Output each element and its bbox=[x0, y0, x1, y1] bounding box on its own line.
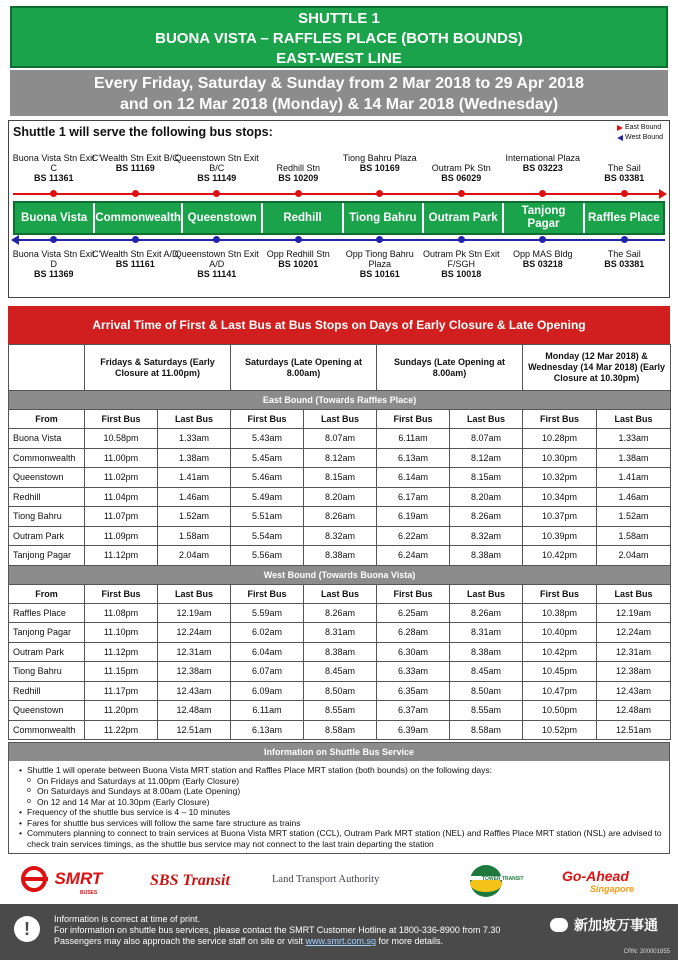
west-arrow-icon bbox=[617, 135, 623, 141]
column-header: Last Bus bbox=[304, 410, 377, 429]
time-cell: 11.08pm bbox=[85, 603, 158, 623]
time-cell: 8.07am bbox=[450, 429, 523, 449]
corner-cell bbox=[9, 345, 85, 391]
time-cell: 5.43am bbox=[231, 429, 304, 449]
east-stop-marker bbox=[132, 190, 139, 197]
time-cell: 8.20am bbox=[450, 487, 523, 507]
east-stop-code: BS 11361 bbox=[33, 173, 74, 183]
stop-name-cell: Commonwealth bbox=[9, 448, 85, 468]
stop-name-cell: Tiong Bahru bbox=[9, 662, 85, 682]
west-stop-3 bbox=[253, 249, 343, 269]
east-stop-marker bbox=[213, 190, 220, 197]
time-cell: 10.58pm bbox=[85, 429, 158, 449]
time-cell: 2.04am bbox=[158, 546, 231, 566]
column-header: From bbox=[9, 410, 85, 429]
stop-name-cell: Buona Vista bbox=[9, 429, 85, 449]
stop-name-cell: Tanjong Pagar bbox=[9, 623, 85, 643]
footer-text bbox=[54, 914, 534, 947]
time-cell: 12.19am bbox=[597, 603, 671, 623]
west-stop-code: BS 10018 bbox=[441, 269, 482, 279]
east-stop-5 bbox=[416, 163, 506, 183]
time-cell: 8.26am bbox=[450, 507, 523, 527]
stop-name-cell: Raffles Place bbox=[9, 603, 85, 623]
time-cell: 5.51am bbox=[231, 507, 304, 527]
east-stop-code: BS 10209 bbox=[278, 173, 319, 183]
time-cell: 8.26am bbox=[450, 603, 523, 623]
column-header: Last Bus bbox=[304, 584, 377, 603]
time-cell: 10.37pm bbox=[523, 507, 597, 527]
east-stop-7 bbox=[579, 163, 669, 183]
title-line-2: BUONA VISTA – RAFFLES PLACE (BOTH BOUNDS) bbox=[155, 30, 523, 47]
column-header: Last Bus bbox=[597, 410, 671, 429]
time-cell: 8.45am bbox=[304, 662, 377, 682]
time-cell: 12.31am bbox=[158, 642, 231, 662]
time-cell: 10.30pm bbox=[523, 448, 597, 468]
smrt-website-link[interactable]: www.smrt.com.sg bbox=[305, 936, 376, 946]
west-bound-line bbox=[13, 239, 665, 241]
time-cell: 8.32am bbox=[450, 526, 523, 546]
west-stop-marker bbox=[213, 236, 220, 243]
table-row bbox=[9, 662, 671, 682]
alert-icon: ! bbox=[14, 916, 40, 942]
lta-logo: Land Transport Authority bbox=[272, 874, 380, 885]
time-cell: 1.38am bbox=[597, 448, 671, 468]
time-cell: 6.30am bbox=[377, 642, 450, 662]
time-cell: 8.55am bbox=[450, 701, 523, 721]
table-row bbox=[9, 642, 671, 662]
station-redhill: Redhill bbox=[263, 203, 343, 233]
sbs-transit-logo: SBS Transit bbox=[150, 872, 230, 889]
crn-number: CRN: 200001855 bbox=[623, 949, 670, 955]
east-stop-code: BS 11169 bbox=[115, 163, 155, 173]
footer-line-3: Passengers may also approach the service staff on site or visit www.smrt.com.sg for more details. bbox=[54, 936, 444, 946]
time-cell: 8.38am bbox=[450, 642, 523, 662]
column-header: First Bus bbox=[377, 410, 450, 429]
west-stop-code: BS 03381 bbox=[604, 259, 645, 269]
column-header: Last Bus bbox=[597, 584, 671, 603]
day-header-sun: Sundays (Late Opening at 8.00am) bbox=[377, 345, 523, 391]
table-row bbox=[9, 623, 671, 643]
table-row bbox=[9, 603, 671, 623]
stop-name-cell: Tanjong Pagar bbox=[9, 546, 85, 566]
time-cell: 11.02pm bbox=[85, 468, 158, 488]
column-header: First Bus bbox=[85, 410, 158, 429]
west-stop-name: Buona Vista Stn Exit D bbox=[12, 249, 95, 269]
title-banner bbox=[10, 6, 668, 68]
table-row bbox=[9, 546, 671, 566]
footer-line-2: For information on shuttle bus services, please contact the SMRT Customer Hotline at 1800-336-8900 from 7.30 bbox=[54, 925, 501, 935]
schedule-banner bbox=[10, 70, 668, 116]
time-cell: 5.59am bbox=[231, 603, 304, 623]
timetable-grid bbox=[8, 344, 671, 740]
time-cell: 12.43am bbox=[158, 681, 231, 701]
time-cell: 1.46am bbox=[158, 487, 231, 507]
time-cell: 11.20pm bbox=[85, 701, 158, 721]
time-cell: 12.19am bbox=[158, 603, 231, 623]
time-cell: 12.51am bbox=[158, 720, 231, 740]
footer-line-1: Information is correct at time of print. bbox=[54, 914, 201, 924]
time-cell: 12.48am bbox=[158, 701, 231, 721]
column-header: First Bus bbox=[85, 584, 158, 603]
west-bound-section-header bbox=[9, 565, 671, 584]
time-cell: 10.47pm bbox=[523, 681, 597, 701]
east-stop-name: International Plaza bbox=[505, 153, 581, 163]
west-stop-7 bbox=[579, 249, 669, 269]
west-stop-2 bbox=[172, 249, 262, 279]
column-header: First Bus bbox=[523, 584, 597, 603]
time-cell: 10.45pm bbox=[523, 662, 597, 682]
east-stop-0 bbox=[9, 153, 99, 183]
east-stop-name: The Sail bbox=[607, 163, 641, 173]
info-item: • Frequency of the shuttle bus service is 4 – 10 minutes bbox=[19, 807, 663, 818]
west-stop-name: Queenstown Stn Exit A/D bbox=[174, 249, 259, 269]
column-header: Last Bus bbox=[158, 584, 231, 603]
time-cell: 8.32am bbox=[304, 526, 377, 546]
station-tiong-bahru: Tiong Bahru bbox=[344, 203, 424, 233]
time-cell: 5.49am bbox=[231, 487, 304, 507]
time-cell: 1.33am bbox=[158, 429, 231, 449]
east-stop-marker bbox=[539, 190, 546, 197]
time-cell: 1.41am bbox=[158, 468, 231, 488]
west-stop-code: BS 11141 bbox=[197, 269, 237, 279]
time-cell: 6.25am bbox=[377, 603, 450, 623]
day-header-sat: Saturdays (Late Opening at 8.00am) bbox=[231, 345, 377, 391]
operator-logos bbox=[10, 862, 668, 904]
west-bound-section-title: West Bound (Towards Buona Vista) bbox=[9, 565, 671, 584]
east-stop-name: Redhill Stn bbox=[276, 163, 321, 173]
info-list bbox=[9, 761, 669, 853]
schedule-line-2: and on 12 Mar 2018 (Monday) & 14 Mar 2018 (Wednesday) bbox=[119, 96, 559, 113]
table-row bbox=[9, 429, 671, 449]
route-map bbox=[8, 120, 670, 298]
station-outram-park: Outram Park bbox=[424, 203, 504, 233]
west-stop-6 bbox=[498, 249, 588, 269]
time-cell: 5.56am bbox=[231, 546, 304, 566]
smrt-logo: SMRT BUSES bbox=[20, 866, 102, 892]
time-cell: 12.31am bbox=[597, 642, 671, 662]
time-cell: 10.42pm bbox=[523, 642, 597, 662]
time-cell: 12.24am bbox=[597, 623, 671, 643]
time-cell: 5.46am bbox=[231, 468, 304, 488]
time-cell: 6.37am bbox=[377, 701, 450, 721]
time-cell: 11.07pm bbox=[85, 507, 158, 527]
time-cell: 8.26am bbox=[304, 507, 377, 527]
time-cell: 6.02am bbox=[231, 623, 304, 643]
column-header: Last Bus bbox=[450, 584, 523, 603]
time-cell: 10.42pm bbox=[523, 546, 597, 566]
time-cell: 1.58am bbox=[158, 526, 231, 546]
station-raffles-place: Raffles Place bbox=[588, 211, 660, 224]
column-header: Last Bus bbox=[158, 410, 231, 429]
east-stop-code: BS 10169 bbox=[359, 163, 400, 173]
time-cell: 6.09am bbox=[231, 681, 304, 701]
table-row bbox=[9, 448, 671, 468]
west-stop-marker bbox=[376, 236, 383, 243]
west-stop-code: BS 10161 bbox=[359, 269, 400, 279]
west-stop-name: C'Wealth Stn Exit A/D bbox=[91, 249, 179, 259]
time-cell: 10.28pm bbox=[523, 429, 597, 449]
time-cell: 6.22am bbox=[377, 526, 450, 546]
day-header-mon-wed: Monday (12 Mar 2018) & Wednesday (14 Mar 2018) (Early Closure at 10.30pm) bbox=[523, 345, 671, 391]
table-row bbox=[9, 526, 671, 546]
smrt-icon bbox=[20, 866, 50, 892]
time-cell: 8.55am bbox=[304, 701, 377, 721]
west-stop-5 bbox=[416, 249, 506, 279]
stop-name-cell: Commonwealth bbox=[9, 720, 85, 740]
stop-name-cell: Redhill bbox=[9, 487, 85, 507]
time-cell: 1.41am bbox=[597, 468, 671, 488]
time-cell: 12.48am bbox=[597, 701, 671, 721]
time-cell: 8.12am bbox=[304, 448, 377, 468]
time-cell: 5.45am bbox=[231, 448, 304, 468]
info-item: • Commuters planning to connect to train services at Buona Vista MRT station (CCL), Outram Park MRT station (NEL) and Raffles Place MRT station (NSL) are advised to check train services timings, as the shuttle bus service may not connect to the last train departing the station bbox=[19, 828, 663, 849]
time-cell: 10.52pm bbox=[523, 720, 597, 740]
info-title: Information on Shuttle Bus Service bbox=[9, 743, 669, 761]
time-cell: 2.04am bbox=[597, 546, 671, 566]
column-header: First Bus bbox=[231, 584, 304, 603]
station-bar bbox=[13, 201, 665, 235]
east-stop-code: BS 06029 bbox=[441, 173, 482, 183]
east-stop-marker bbox=[50, 190, 57, 197]
time-cell: 8.15am bbox=[304, 468, 377, 488]
east-stop-4 bbox=[335, 153, 425, 173]
time-cell: 10.34pm bbox=[523, 487, 597, 507]
west-stop-4 bbox=[335, 249, 425, 279]
title-line-1: SHUTTLE 1 bbox=[298, 10, 380, 27]
time-cell: 6.07am bbox=[231, 662, 304, 682]
column-header: First Bus bbox=[377, 584, 450, 603]
time-cell: 12.38am bbox=[597, 662, 671, 682]
timetable bbox=[8, 306, 670, 740]
east-stop-3 bbox=[253, 163, 343, 183]
time-cell: 6.11am bbox=[231, 701, 304, 721]
time-cell: 8.38am bbox=[450, 546, 523, 566]
east-bound-section-header bbox=[9, 391, 671, 410]
time-cell: 11.17pm bbox=[85, 681, 158, 701]
time-cell: 1.46am bbox=[597, 487, 671, 507]
info-item: o On 12 and 14 Mar at 10.30pm (Early Closure) bbox=[19, 797, 663, 808]
west-stop-code: BS 11369 bbox=[33, 269, 74, 279]
time-cell: 10.38pm bbox=[523, 603, 597, 623]
time-cell: 6.13am bbox=[231, 720, 304, 740]
go-ahead-logo: Go-Ahead Singapore bbox=[562, 868, 635, 894]
column-header: First Bus bbox=[523, 410, 597, 429]
east-stop-name: Outram Pk Stn bbox=[431, 163, 491, 173]
time-cell: 8.07am bbox=[304, 429, 377, 449]
timetable-title: Arrival Time of First & Last Bus at Bus Stops on Days of Early Closure & Late Opening bbox=[8, 306, 670, 344]
east-arrow-icon bbox=[617, 125, 623, 131]
east-stop-marker bbox=[295, 190, 302, 197]
time-cell: 8.50am bbox=[450, 681, 523, 701]
time-cell: 8.58am bbox=[304, 720, 377, 740]
east-stop-code: BS 11149 bbox=[197, 173, 237, 183]
column-header: From bbox=[9, 584, 85, 603]
east-stop-name: Tiong Bahru Plaza bbox=[342, 153, 417, 163]
stop-name-cell: Tiong Bahru bbox=[9, 507, 85, 527]
time-cell: 10.39pm bbox=[523, 526, 597, 546]
west-stop-name: Opp Redhill Stn bbox=[266, 249, 330, 259]
stop-name-cell: Outram Park bbox=[9, 526, 85, 546]
east-bound-column-headers bbox=[9, 410, 671, 429]
legend-west: West Bound bbox=[617, 133, 663, 143]
station-tanjong-pagar: Tanjong Pagar bbox=[504, 203, 584, 233]
east-stop-name: Buona Vista Stn Exit C bbox=[12, 153, 95, 173]
info-item: o On Fridays and Saturdays at 11.00pm (Early Closure) bbox=[19, 776, 663, 787]
west-stop-name: Opp MAS Bldg bbox=[512, 249, 573, 259]
east-bound-line bbox=[13, 193, 665, 195]
time-cell: 6.13am bbox=[377, 448, 450, 468]
column-header: Last Bus bbox=[450, 410, 523, 429]
east-stop-marker bbox=[458, 190, 465, 197]
info-item: o On Saturdays and Sundays at 8.00am (Late Opening) bbox=[19, 786, 663, 797]
time-cell: 6.11am bbox=[377, 429, 450, 449]
time-cell: 6.24am bbox=[377, 546, 450, 566]
time-cell: 8.58am bbox=[450, 720, 523, 740]
time-cell: 10.40pm bbox=[523, 623, 597, 643]
station-queenstown: Queenstown bbox=[183, 203, 263, 233]
time-cell: 11.10pm bbox=[85, 623, 158, 643]
legend-east: East Bound bbox=[617, 123, 663, 133]
east-bound-section-title: East Bound (Towards Raffles Place) bbox=[9, 391, 671, 410]
west-stop-1 bbox=[90, 249, 180, 269]
time-cell: 8.20am bbox=[304, 487, 377, 507]
time-cell: 10.50pm bbox=[523, 701, 597, 721]
route-legend bbox=[617, 123, 663, 143]
west-stop-marker bbox=[621, 236, 628, 243]
west-stop-name: Opp Tiong Bahru Plaza bbox=[345, 249, 414, 269]
east-stop-marker bbox=[621, 190, 628, 197]
route-title: Shuttle 1 will serve the following bus stops: bbox=[13, 125, 273, 139]
info-item: • Shuttle 1 will operate between Buona Vista MRT station and Raffles Place MRT station (both bounds) on the following days: bbox=[19, 765, 663, 776]
time-cell: 6.04am bbox=[231, 642, 304, 662]
stop-name-cell: Outram Park bbox=[9, 642, 85, 662]
east-stop-6 bbox=[498, 153, 588, 173]
west-stop-name: The Sail bbox=[607, 249, 641, 259]
table-row bbox=[9, 720, 671, 740]
time-cell: 10.32pm bbox=[523, 468, 597, 488]
time-cell: 8.38am bbox=[304, 546, 377, 566]
wechat-watermark: 新加坡万事通 bbox=[550, 918, 658, 932]
schedule-line-1: Every Friday, Saturday & Sunday from 2 Mar 2018 to 29 Apr 2018 bbox=[94, 75, 584, 92]
east-stop-name: C'Wealth Stn Exit B/C bbox=[91, 153, 179, 163]
time-cell: 6.17am bbox=[377, 487, 450, 507]
time-cell: 8.45am bbox=[450, 662, 523, 682]
time-cell: 11.22pm bbox=[85, 720, 158, 740]
time-cell: 12.43am bbox=[597, 681, 671, 701]
east-stop-code: BS 03381 bbox=[604, 173, 645, 183]
east-stop-marker bbox=[376, 190, 383, 197]
west-stop-code: BS 11161 bbox=[115, 259, 155, 269]
time-cell: 6.33am bbox=[377, 662, 450, 682]
west-stop-name: Outram Pk Stn Exit F/SGH bbox=[422, 249, 500, 269]
west-stop-code: BS 10201 bbox=[278, 259, 319, 269]
stop-name-cell: Queenstown bbox=[9, 468, 85, 488]
tower-transit-logo: TOWER TRANSIT bbox=[468, 864, 524, 903]
time-cell: 6.39am bbox=[377, 720, 450, 740]
day-header-fri-sat: Fridays & Saturdays (Early Closure at 11.00pm) bbox=[85, 345, 231, 391]
time-cell: 11.12pm bbox=[85, 546, 158, 566]
table-row bbox=[9, 468, 671, 488]
time-cell: 5.54am bbox=[231, 526, 304, 546]
station-buona-vista: Buona Vista bbox=[15, 203, 95, 233]
time-cell: 6.28am bbox=[377, 623, 450, 643]
west-stop-code: BS 03218 bbox=[522, 259, 563, 269]
time-cell: 11.09pm bbox=[85, 526, 158, 546]
time-cell: 6.14am bbox=[377, 468, 450, 488]
wechat-icon bbox=[550, 918, 568, 932]
east-stop-name: Queenstown Stn Exit B/C bbox=[174, 153, 259, 173]
title-line-3: EAST-WEST LINE bbox=[276, 50, 402, 67]
west-bound-column-headers bbox=[9, 584, 671, 603]
time-cell: 8.31am bbox=[450, 623, 523, 643]
time-cell: 11.00pm bbox=[85, 448, 158, 468]
table-row bbox=[9, 681, 671, 701]
time-cell: 8.15am bbox=[450, 468, 523, 488]
time-cell: 8.50am bbox=[304, 681, 377, 701]
east-stop-2 bbox=[172, 153, 262, 183]
time-cell: 1.52am bbox=[158, 507, 231, 527]
west-stop-marker bbox=[458, 236, 465, 243]
time-cell: 12.38am bbox=[158, 662, 231, 682]
time-cell: 11.04pm bbox=[85, 487, 158, 507]
stop-name-cell: Redhill bbox=[9, 681, 85, 701]
table-row bbox=[9, 487, 671, 507]
west-stop-marker bbox=[132, 236, 139, 243]
footer bbox=[0, 904, 678, 960]
time-cell: 8.38am bbox=[304, 642, 377, 662]
info-item: • Fares for shuttle bus services will follow the same fare structure as trains bbox=[19, 818, 663, 829]
time-cell: 1.58am bbox=[597, 526, 671, 546]
east-stop-1 bbox=[90, 153, 180, 173]
time-cell: 12.24am bbox=[158, 623, 231, 643]
info-panel bbox=[8, 742, 670, 854]
west-stop-marker bbox=[50, 236, 57, 243]
time-cell: 1.33am bbox=[597, 429, 671, 449]
time-cell: 8.31am bbox=[304, 623, 377, 643]
east-stop-code: BS 03223 bbox=[522, 163, 563, 173]
time-cell: 8.26am bbox=[304, 603, 377, 623]
time-cell: 12.51am bbox=[597, 720, 671, 740]
table-row bbox=[9, 701, 671, 721]
time-cell: 1.52am bbox=[597, 507, 671, 527]
station-commonwealth: Commonwealth bbox=[95, 203, 183, 233]
time-cell: 8.12am bbox=[450, 448, 523, 468]
time-cell: 6.35am bbox=[377, 681, 450, 701]
table-row bbox=[9, 507, 671, 527]
west-stop-marker bbox=[539, 236, 546, 243]
time-cell: 11.12pm bbox=[85, 642, 158, 662]
time-cell: 11.15pm bbox=[85, 662, 158, 682]
time-cell: 1.38am bbox=[158, 448, 231, 468]
time-cell: 6.19am bbox=[377, 507, 450, 527]
west-stop-0 bbox=[9, 249, 99, 279]
column-header: First Bus bbox=[231, 410, 304, 429]
stop-name-cell: Queenstown bbox=[9, 701, 85, 721]
west-stop-marker bbox=[295, 236, 302, 243]
